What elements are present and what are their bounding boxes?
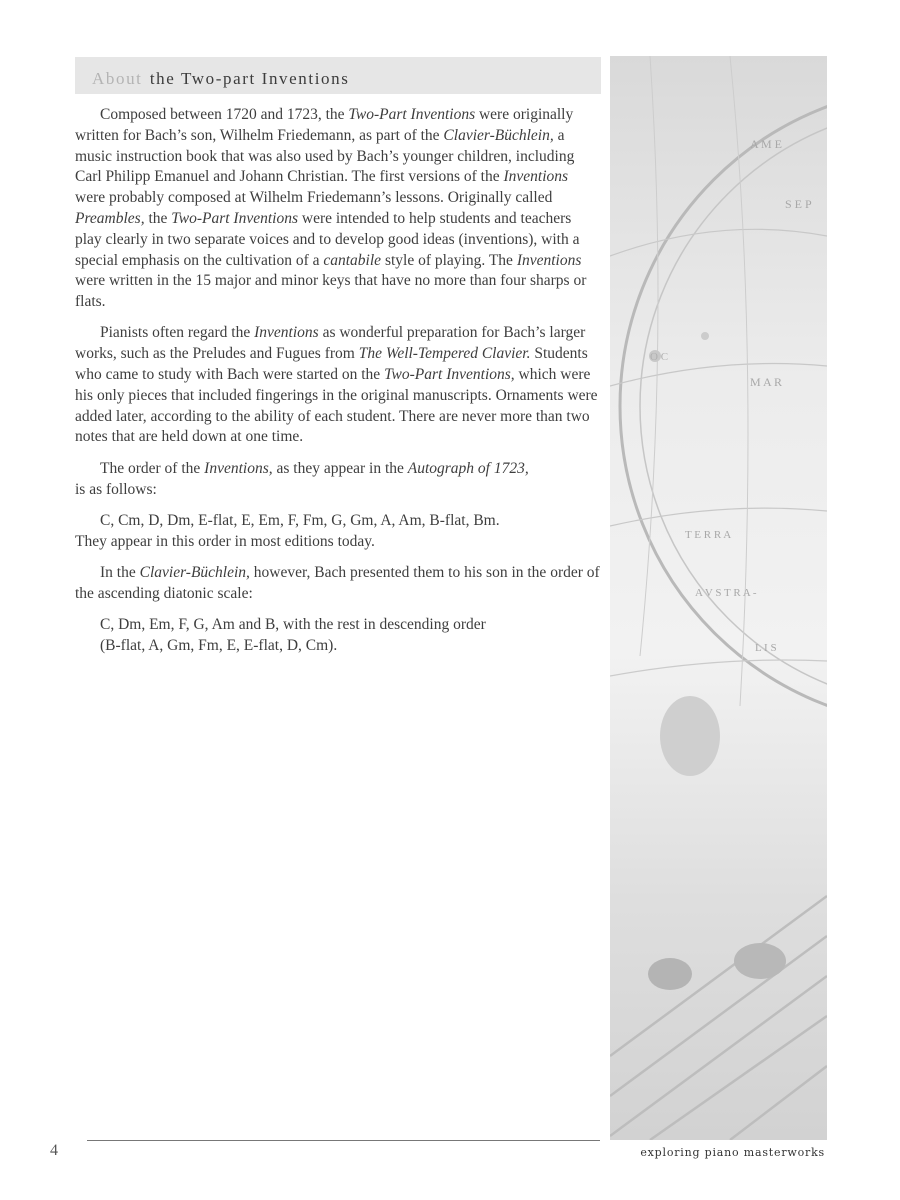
- paragraph-pianists: [75, 323, 600, 448]
- staff-line: [610, 976, 827, 1136]
- page-title: [92, 64, 349, 90]
- text: which were his only pieces that included fingerings in the original manuscripts. Ornaments were added later, according to the ability of each student. There are never more than two notes that are held down at one time.: [75, 366, 598, 446]
- map-label-ame: A M E: [750, 137, 783, 151]
- order-clavier: [75, 615, 600, 657]
- text: were originally written for Bach’s son, Wilhelm Friedemann, as part of the: [75, 106, 574, 144]
- order-1723: [75, 511, 600, 553]
- italic-title: Two-Part Inventions: [348, 106, 476, 123]
- music-note: [734, 943, 786, 979]
- text: as they appear in the: [272, 459, 408, 477]
- staff-line: [610, 896, 827, 1056]
- key-list-clavier-line1: C, Dm, Em, F, G, Am and B, with the rest in descending order: [100, 616, 486, 634]
- text: a music instruction book that was also used by Bach’s younger children, including Carl Philipp Emanuel and Johann Christian. The first versions of the: [75, 126, 575, 186]
- italic-title: Inventions: [503, 168, 569, 186]
- italic-term: cantabile: [323, 251, 382, 269]
- italic-title: Clavier-Büchlein,: [443, 126, 554, 144]
- text: The order of the: [100, 459, 205, 477]
- key-list-1723: C, Cm, D, Dm, E-flat, E, Em, F, Fm, G, Gm, A, Am, B-flat, Bm.: [100, 511, 500, 529]
- text: were intended to help students and teachers play clearly in two separate voices and to develop good ideas (inventions), with a special emphasis on the cultivation of a: [75, 209, 580, 269]
- title-rest: the Two-part Inventions: [149, 69, 350, 88]
- map-label-lis: L I S: [755, 642, 777, 654]
- staff-line: [730, 1066, 827, 1140]
- text: however, Bach presented them to his son in the order of the ascending diatonic scale:: [75, 563, 600, 602]
- paragraph-clavier: [75, 563, 600, 605]
- text: In the: [100, 563, 140, 581]
- map-label-sep: S E P: [785, 197, 812, 211]
- map-label-avstra: A V S T R A -: [695, 587, 757, 599]
- text: the: [144, 209, 172, 227]
- map-dot: [701, 332, 709, 340]
- text: as wonderful preparation for Bach’s larger works, such as the Preludes and Fugues from: [75, 324, 586, 363]
- map-label-mar: M A R: [750, 375, 783, 389]
- italic-title: Clavier-Büchlein,: [139, 563, 250, 581]
- paragraph-composition: [75, 105, 600, 313]
- italic-title: Two-Part Inventions,: [384, 366, 515, 384]
- map-illustration: [610, 56, 827, 1140]
- staff-line: [650, 1016, 827, 1140]
- key-list-clavier-line2: (B-flat, A, Gm, Fm, E, E-flat, D, Cm).: [100, 636, 338, 654]
- map-label-terra: T E R R A: [685, 529, 732, 541]
- italic-title: Two-Part Inventions: [171, 209, 298, 227]
- map-label-oc: O C: [650, 351, 669, 363]
- series-title: exploring piano masterworks: [640, 1146, 825, 1159]
- globe-inner-ring: [640, 106, 827, 706]
- meridian-line: [610, 229, 827, 256]
- decorative-map-panel: [610, 56, 827, 1140]
- figure-silhouette: [660, 696, 720, 776]
- italic-title: Inventions: [516, 251, 582, 269]
- text: Pianists often regard the: [100, 324, 255, 342]
- text: is as follows:: [75, 480, 157, 498]
- paragraph-order-intro: [75, 459, 600, 501]
- page-number: 4: [50, 1142, 58, 1159]
- text: style of playing. The: [381, 251, 517, 269]
- footer-rule: [87, 1140, 600, 1141]
- order-note: They appear in this order in most editions today.: [75, 532, 375, 550]
- body-text: [75, 105, 600, 667]
- italic-title: Inventions,: [204, 459, 273, 477]
- globe-outline: [620, 86, 827, 726]
- text: were written in the 15 major and minor keys that have no more than four sharps or flats.: [75, 272, 587, 311]
- heading-bar: [75, 57, 601, 94]
- title-about: About: [92, 69, 143, 88]
- staff-line: [610, 936, 827, 1096]
- text: Composed between 1720 and 1723, the: [100, 106, 349, 123]
- italic-title: Autograph of 1723,: [407, 459, 529, 477]
- music-note: [648, 958, 692, 990]
- italic-title: Preambles,: [75, 209, 145, 227]
- italic-title: The Well-Tempered Clavier.: [358, 345, 531, 363]
- italic-title: Inventions: [254, 324, 319, 342]
- text: were probably composed at Wilhelm Friedemann’s lessons. Originally called: [75, 189, 553, 207]
- text: Students who came to study with Bach were started on the: [75, 345, 588, 384]
